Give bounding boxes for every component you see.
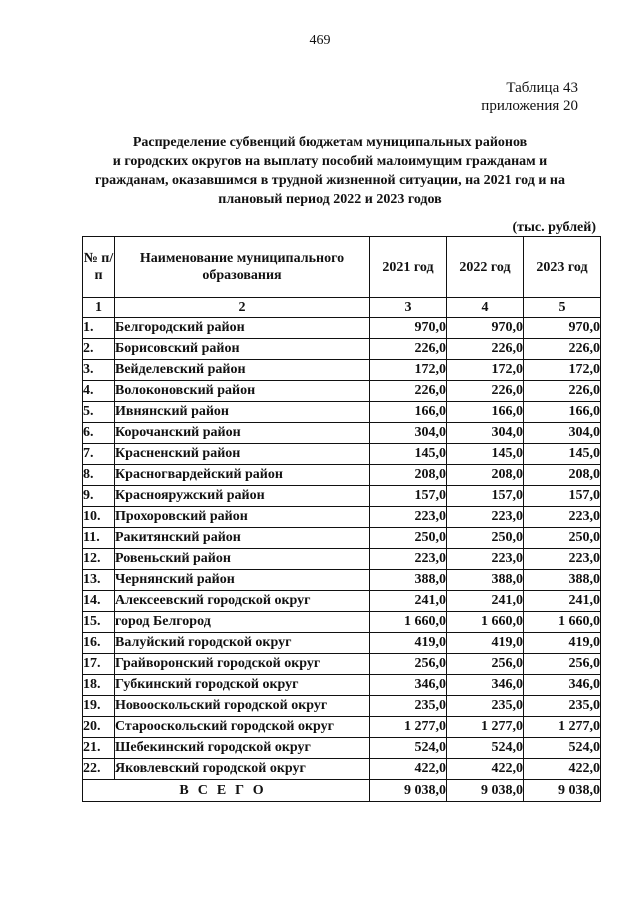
- row-value-2023: 304,0: [524, 423, 601, 444]
- row-value-2021: 1 660,0: [370, 612, 447, 633]
- row-number: 7.: [83, 444, 115, 465]
- column-index: 5: [524, 298, 601, 318]
- row-value-2023: 226,0: [524, 339, 601, 360]
- row-number: 12.: [83, 549, 115, 570]
- row-value-2021: 422,0: [370, 759, 447, 780]
- header-2023: 2023 год: [524, 237, 601, 298]
- row-value-2023: 419,0: [524, 633, 601, 654]
- row-value-2023: 388,0: [524, 570, 601, 591]
- row-number: 20.: [83, 717, 115, 738]
- row-number: 21.: [83, 738, 115, 759]
- row-value-2023: 226,0: [524, 381, 601, 402]
- row-number: 16.: [83, 633, 115, 654]
- row-value-2022: 250,0: [447, 528, 524, 549]
- row-number: 18.: [83, 675, 115, 696]
- row-municipality-name: Яковлевский городской округ: [115, 759, 370, 780]
- column-index: 2: [115, 298, 370, 318]
- row-value-2021: 524,0: [370, 738, 447, 759]
- table-row: [83, 696, 601, 717]
- table-reference: [481, 79, 578, 115]
- row-value-2021: 304,0: [370, 423, 447, 444]
- column-index: 4: [447, 298, 524, 318]
- header-num: № п/п: [83, 237, 115, 298]
- table-row: [83, 528, 601, 549]
- row-value-2023: 346,0: [524, 675, 601, 696]
- table-row: [83, 360, 601, 381]
- column-index: 1: [83, 298, 115, 318]
- table-row: [83, 591, 601, 612]
- row-value-2022: 166,0: [447, 402, 524, 423]
- row-municipality-name: Новооскольский городской округ: [115, 696, 370, 717]
- table-row: [83, 381, 601, 402]
- row-number: 8.: [83, 465, 115, 486]
- row-value-2023: 223,0: [524, 507, 601, 528]
- row-number: 17.: [83, 654, 115, 675]
- title-line-4: плановый период 2022 и 2023 годов: [218, 192, 442, 207]
- total-row: [83, 780, 601, 802]
- table-row: [83, 318, 601, 339]
- row-number: 13.: [83, 570, 115, 591]
- row-value-2022: 208,0: [447, 465, 524, 486]
- header-2021: 2021 год: [370, 237, 447, 298]
- row-value-2021: 419,0: [370, 633, 447, 654]
- row-municipality-name: Красненский район: [115, 444, 370, 465]
- row-value-2022: 388,0: [447, 570, 524, 591]
- row-value-2022: 145,0: [447, 444, 524, 465]
- row-value-2022: 223,0: [447, 507, 524, 528]
- row-municipality-name: Борисовский район: [115, 339, 370, 360]
- table-reference-line-2: приложения 20: [481, 98, 578, 114]
- table-row: [83, 486, 601, 507]
- row-value-2023: 145,0: [524, 444, 601, 465]
- row-value-2021: 226,0: [370, 339, 447, 360]
- row-value-2021: 1 277,0: [370, 717, 447, 738]
- row-value-2023: 172,0: [524, 360, 601, 381]
- row-value-2021: 256,0: [370, 654, 447, 675]
- row-value-2022: 1 660,0: [447, 612, 524, 633]
- total-label: ВСЕГО: [83, 780, 370, 802]
- row-municipality-name: Белгородский район: [115, 318, 370, 339]
- table-row: [83, 444, 601, 465]
- row-municipality-name: Ракитянский район: [115, 528, 370, 549]
- table-row: [83, 423, 601, 444]
- row-value-2023: 256,0: [524, 654, 601, 675]
- row-municipality-name: Чернянский район: [115, 570, 370, 591]
- row-value-2021: 226,0: [370, 381, 447, 402]
- total-2021: 9 038,0: [370, 780, 447, 802]
- row-municipality-name: Корочанский район: [115, 423, 370, 444]
- row-value-2022: 226,0: [447, 381, 524, 402]
- row-value-2021: 223,0: [370, 549, 447, 570]
- row-value-2023: 241,0: [524, 591, 601, 612]
- row-value-2021: 172,0: [370, 360, 447, 381]
- row-value-2022: 172,0: [447, 360, 524, 381]
- row-number: 3.: [83, 360, 115, 381]
- row-municipality-name: Вейделевский район: [115, 360, 370, 381]
- row-value-2022: 419,0: [447, 633, 524, 654]
- table-row: [83, 507, 601, 528]
- row-number: 14.: [83, 591, 115, 612]
- table-row: [83, 675, 601, 696]
- row-value-2021: 157,0: [370, 486, 447, 507]
- page-number: 469: [309, 33, 331, 48]
- row-value-2023: 208,0: [524, 465, 601, 486]
- table-reference-line-1: Таблица 43: [506, 80, 578, 96]
- row-value-2021: 145,0: [370, 444, 447, 465]
- row-number: 6.: [83, 423, 115, 444]
- row-value-2022: 241,0: [447, 591, 524, 612]
- row-value-2022: 226,0: [447, 339, 524, 360]
- row-value-2023: 157,0: [524, 486, 601, 507]
- table-row: [83, 633, 601, 654]
- row-number: 19.: [83, 696, 115, 717]
- row-number: 15.: [83, 612, 115, 633]
- row-value-2022: 223,0: [447, 549, 524, 570]
- row-number: 11.: [83, 528, 115, 549]
- row-value-2022: 346,0: [447, 675, 524, 696]
- document-title: [70, 133, 590, 209]
- row-value-2021: 208,0: [370, 465, 447, 486]
- table-row: [83, 654, 601, 675]
- row-number: 4.: [83, 381, 115, 402]
- row-value-2022: 304,0: [447, 423, 524, 444]
- row-municipality-name: Ровеньский район: [115, 549, 370, 570]
- table-header: [83, 237, 601, 298]
- row-value-2023: 422,0: [524, 759, 601, 780]
- row-number: 5.: [83, 402, 115, 423]
- row-value-2021: 241,0: [370, 591, 447, 612]
- table-body: [83, 318, 601, 780]
- total-2023: 9 038,0: [524, 780, 601, 802]
- table-row: [83, 738, 601, 759]
- header-name: Наименование муниципального образования: [115, 237, 370, 298]
- row-number: 10.: [83, 507, 115, 528]
- units-label: (тыс. рублей): [512, 220, 596, 235]
- table-row: [83, 612, 601, 633]
- row-municipality-name: Шебекинский городской округ: [115, 738, 370, 759]
- row-value-2021: 388,0: [370, 570, 447, 591]
- row-value-2023: 166,0: [524, 402, 601, 423]
- row-value-2023: 970,0: [524, 318, 601, 339]
- row-value-2023: 250,0: [524, 528, 601, 549]
- table-row: [83, 549, 601, 570]
- row-value-2022: 256,0: [447, 654, 524, 675]
- row-municipality-name: Красногвардейский район: [115, 465, 370, 486]
- row-value-2021: 166,0: [370, 402, 447, 423]
- row-value-2022: 235,0: [447, 696, 524, 717]
- table-row: [83, 339, 601, 360]
- table-row: [83, 759, 601, 780]
- title-line-2: и городских округов на выплату пособий малоимущим гражданам и: [112, 154, 548, 169]
- title-line-1: Распределение субвенций бюджетам муниципальных районов: [132, 135, 528, 150]
- row-value-2023: 1 277,0: [524, 717, 601, 738]
- column-index-row: [83, 298, 601, 318]
- table-row: [83, 717, 601, 738]
- header-2022: 2022 год: [447, 237, 524, 298]
- row-value-2022: 157,0: [447, 486, 524, 507]
- row-value-2021: 250,0: [370, 528, 447, 549]
- total-2022: 9 038,0: [447, 780, 524, 802]
- row-value-2022: 422,0: [447, 759, 524, 780]
- row-value-2023: 223,0: [524, 549, 601, 570]
- table-row: [83, 570, 601, 591]
- row-value-2023: 524,0: [524, 738, 601, 759]
- table-row: [83, 402, 601, 423]
- row-number: 1.: [83, 318, 115, 339]
- row-municipality-name: Алексеевский городской округ: [115, 591, 370, 612]
- row-number: 9.: [83, 486, 115, 507]
- subsidy-table: [82, 236, 601, 802]
- row-value-2022: 524,0: [447, 738, 524, 759]
- row-municipality-name: Прохоровский район: [115, 507, 370, 528]
- row-value-2021: 223,0: [370, 507, 447, 528]
- title-line-3: гражданам, оказавшимся в трудной жизненной ситуации, на 2021 год и на: [95, 173, 565, 188]
- row-value-2023: 235,0: [524, 696, 601, 717]
- row-municipality-name: Волоконовский район: [115, 381, 370, 402]
- row-municipality-name: Грайворонский городской округ: [115, 654, 370, 675]
- row-municipality-name: Краснояружский район: [115, 486, 370, 507]
- row-municipality-name: Старооскольский городской округ: [115, 717, 370, 738]
- row-value-2022: 1 277,0: [447, 717, 524, 738]
- table-row: [83, 465, 601, 486]
- row-value-2021: 970,0: [370, 318, 447, 339]
- row-value-2021: 235,0: [370, 696, 447, 717]
- row-municipality-name: город Белгород: [115, 612, 370, 633]
- row-number: 2.: [83, 339, 115, 360]
- row-value-2021: 346,0: [370, 675, 447, 696]
- column-index: 3: [370, 298, 447, 318]
- row-value-2022: 970,0: [447, 318, 524, 339]
- row-municipality-name: Губкинский городской округ: [115, 675, 370, 696]
- row-number: 22.: [83, 759, 115, 780]
- row-municipality-name: Валуйский городской округ: [115, 633, 370, 654]
- row-municipality-name: Ивнянский район: [115, 402, 370, 423]
- row-value-2023: 1 660,0: [524, 612, 601, 633]
